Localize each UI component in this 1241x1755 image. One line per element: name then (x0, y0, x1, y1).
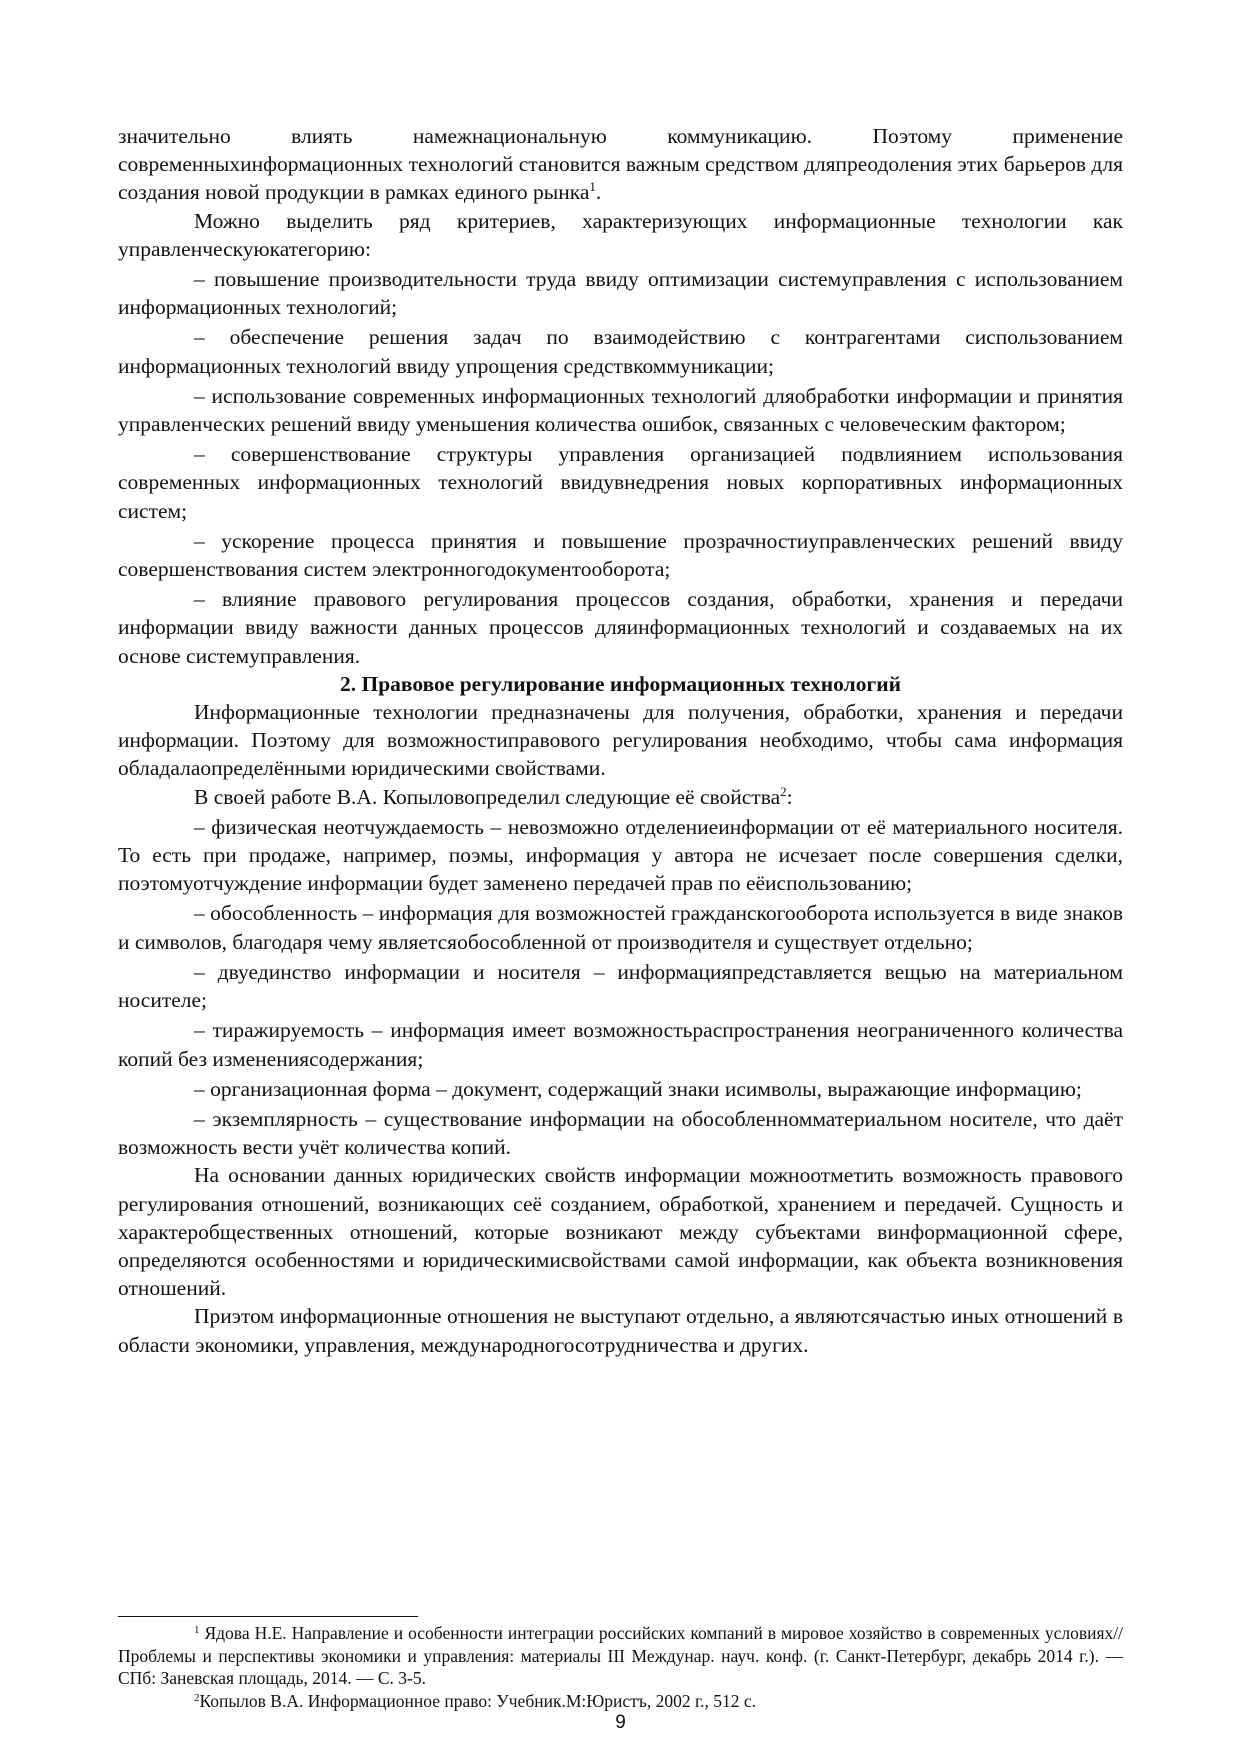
main-text (118, 122, 1123, 1359)
paragraph: В своей работе В.А. Копыловопределил следующие её свойства$^2$: (194, 783, 793, 809)
list-item: – ускорение процесса принятия и повышение прозрачностиуправленческих решений ввиду совершенствования систем электронногодокументооборота; (118, 528, 1123, 582)
footnote: $^2$Копылов В.А. Информационное право: Учебник.М:Юристъ, 2002 г., 512 с. (194, 1690, 757, 1711)
footnote: $^1$ Ядова Н.Е. Направление и особенности интеграции российских компаний в мировое хозяйство в современных условиях// Проблемы и перспективы экономики и управления: материалы III Междунар. науч. конф. (г. Санкт-Петербург, декабрь 2014 г.). — СПб: Заневская площадь, 2014. — С. 3-5. (118, 1623, 1123, 1688)
list-item: – организационная форма – документ, содержащий знаки исимволы, выражающие информацию; (194, 1076, 1082, 1101)
list-item: – повышение производительности труда ввиду оптимизации системуправления с использованием информационных технологий; (118, 267, 1123, 320)
paragraph: Информационные технологии предназначены для получения, обработки, хранения и передачи информации. Поэтому для возможностиправового регулирования необходимо, чтобы сама информация обладалаопределёнными юридическими свойствами. (118, 700, 1123, 781)
footnote-ref[interactable]: 1 (589, 179, 596, 195)
list-item: – обеспечение решения задач по взаимодействию с контрагентами сиспользованием информационных технологий ввиду упрощения средствкоммуникации; (118, 325, 1123, 378)
list-item: – влияние правового регулирования процессов создания, обработки, хранения и передачи информации ввиду важности данных процессов дляинформационных технологий и создаваемых на их основе системуправления. (118, 587, 1123, 668)
footnote-ref[interactable]: 2 (780, 783, 787, 799)
list-item: – использование современных информационных технологий дляобработки информации и принятия управленческих решений ввиду уменьшения количества ошибок, связанных с человеческим фактором; (118, 383, 1123, 437)
list-item: – двуединство информации и носителя – информацияпредставляется вещью на материальном носителе; (118, 959, 1123, 1013)
list-item: – экземплярность – существование информации на обособленномматериальном носителе, что даёт возможность вести учёт количества копий. (118, 1106, 1123, 1160)
list-item: – тиражируемость – информация имеет возможностьраспространения неограниченного количества копий без изменениясодержания; (118, 1018, 1123, 1071)
footnote-marker: 1 (194, 1624, 200, 1636)
section-heading: 2. Правовое регулирование информационных технологий (339, 671, 901, 696)
paragraph: значительно влиять намежнациональную коммуникацию. Поэтому применение современныхинформационных технологий становится важным средством дляпреодоления этих барьеров для создания новой продукции в рамках единого рынка$^1$. (118, 124, 1123, 205)
list-item: – совершенствование структуры управления организацией подвлиянием использования современных информационных технологий ввидувнедрения новых корпоративных информационных систем; (118, 442, 1123, 523)
list-item: – физическая неотчуждаемость – невозможно отделениеинформации от её материального носителя. То есть при продаже, например, поэмы, информация у автора не исчезает после совершения сделки, поэтомуотчуждение информации будет заменено передачей прав по еёиспользованию; (118, 814, 1123, 896)
footnotes (118, 1622, 1123, 1712)
footnote-separator (118, 1616, 418, 1617)
page-number: 9 (615, 1712, 626, 1733)
footnote-marker: 2 (194, 1691, 200, 1704)
paragraph: Можно выделить ряд критериев, характеризующих информационные технологии как управленческуюкатегорию: (118, 208, 1123, 261)
paragraph: Приэтом информационные отношения не выступают отдельно, а являютсячастью иных отношений в области экономики, управления, международногосотрудничества и других. (118, 1304, 1123, 1357)
list-item: – обособленность – информация для возможностей гражданскогооборота используется в виде знаков и символов, благодаря чему являетсяобособленной от производителя и существует отдельно; (118, 901, 1123, 954)
paragraph: На основании данных юридических свойств информации можноотметить возможность правового регулирования отношений, возникающих сеё созданием, обработкой, хранением и передачей. Сущность и характеробщественных отношений, которые возникают между субъектами винформационной сфере, определяются особенностями и юридическимисвойствами самой информации, как объекта возникновения отношений. (118, 1163, 1123, 1301)
